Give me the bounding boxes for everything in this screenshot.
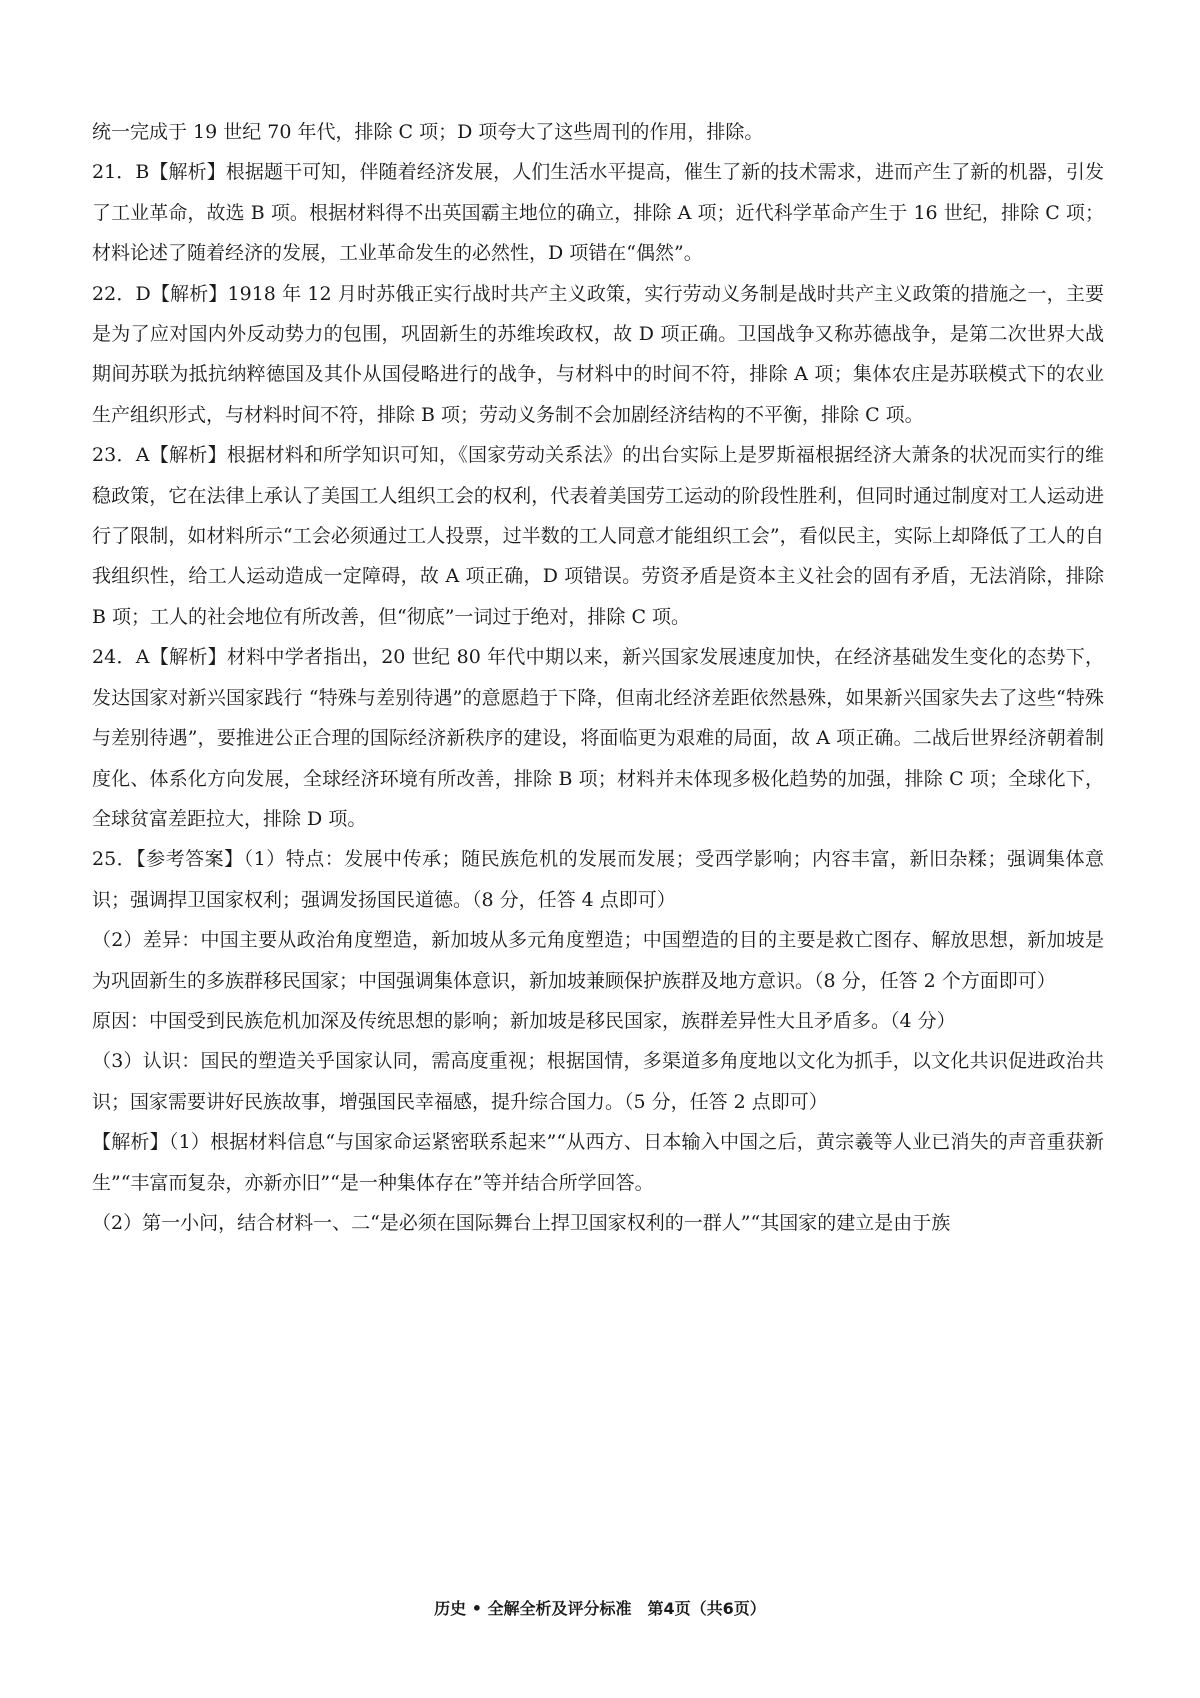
answer-23: 23．A【解析】根据材料和所学知识可知，《国家劳动关系法》的出台实际上是罗斯福根据经济大萧条的状况而实行的维稳政策，它在法律上承认了美国工人组织工会的权利，代表着美国劳工运动的阶段性胜利，但同时通过制度对工人运动进行了限制，如材料所示“工会必须通过工人投票，过半数的工人同意才能组织工会”，看似民主，实际上却降低了工人的自我组织性，给工人运动造成一定障碍，故 A 项正确，D 项错误。劳资矛盾是资本主义社会的固有矛盾，无法消除，排除 B 项；工人的社会地位有所改善，但“彻底”一词过于绝对，排除 C 项。 [92, 444, 1104, 628]
answer-25-part2: （2）差异：中国主要从政治角度塑造，新加坡从多元角度塑造；中国塑造的目的主要是救亡图存、解放思想，新加坡是为巩固新生的多族群移民国家；中国强调集体意识，新加坡兼顾保护族群及地方意识。（8 分，任答 2 个方面即可） [92, 929, 1104, 992]
answer-25-part1: 25．【参考答案】（1）特点：发展中传承；随民族危机的发展而发展；受西学影响；内容丰富，新旧杂糅；强调集体意识；强调捍卫国家权利；强调发扬国民道德。（8 分，任答 4 点即可） [92, 848, 1104, 911]
answer-21: 21．B【解析】根据题干可知，伴随着经济发展，人们生活水平提高，催生了新的技术需求，进而产生了新的机器，引发了工业革命，故选 B 项。根据材料得不出英国霸主地位的确立，排除 A 项；近代科学革命产生于 16 世纪，排除 C 项；材料论述了随着经济的发展，工业革命发生的必然性，D 项错在“偶然”。 [92, 161, 1104, 265]
page-footer: 历史 • 全解全析及评分标准 第4页（共6页） [434, 1599, 766, 1618]
document-body [92, 112, 1104, 1243]
answer-22: 22．D【解析】1918 年 12 月时苏俄正实行战时共产主义政策，实行劳动义务制是战时共产主义政策的措施之一，主要是为了应对国内外反动势力的包围，巩固新生的苏维埃政权，故 D 项正确。卫国战争又称苏德战争，是第二次世界大战期间苏联为抵抗纳粹德国及其仆从国侵略进行的战争，与材料中的时间不符，排除 A 项；集体农庄是苏联模式下的农业生产组织形式，与材料时间不符，排除 B 项；劳动义务制不会加剧经济结构的不平衡，排除 C 项。 [92, 282, 1104, 426]
paragraph-continuation: 统一完成于 19 世纪 70 年代，排除 C 项；D 项夸大了这些周刊的作用，排除。 [92, 121, 764, 143]
answer-24: 24．A【解析】材料中学者指出，20 世纪 80 年代中期以来，新兴国家发展速度加快，在经济基础发生变化的态势下，发达国家对新兴国家践行 “特殊与差别待遇”的意愿趋于下降，但南北经济差距依然悬殊，如果新兴国家失去了这些“特殊与差别待遇”，要推进公正合理的国际经济新秩序的建设，将面临更为艰难的局面，故 A 项正确。二战后世界经济朝着制度化、体系化方向发展，全球经济环境有所改善，排除 B 项；材料并未体现多极化趋势的加强，排除 C 项；全球化下，全球贫富差距拉大，排除 D 项。 [92, 646, 1104, 830]
answer-25-part3: （3）认识：国民的塑造关乎国家认同，需高度重视；根据国情，多渠道多角度地以文化为抓手，以文化共识促进政治共识；国家需要讲好民族故事，增强国民幸福感，提升综合国力。（5 分，任答 2 点即可） [92, 1050, 1104, 1113]
analysis-part1: 【解析】（1）根据材料信息“与国家命运紧密联系起来”“从西方、日本输入中国之后，黄宗羲等人业已消失的声音重获新生”“丰富而复杂，亦新亦旧”“是一种集体存在”等并结合所学回答。 [92, 1131, 1104, 1194]
answer-25-reasons: 原因：中国受到民族危机加深及传统思想的影响；新加坡是移民国家，族群差异性大且矛盾多。（4 分） [92, 1009, 956, 1032]
analysis-part2: （2）第一小问，结合材料一、二“是必须在国际舞台上捍卫国家权利的一群人”“其国家的建立是由于族 [92, 1211, 951, 1234]
